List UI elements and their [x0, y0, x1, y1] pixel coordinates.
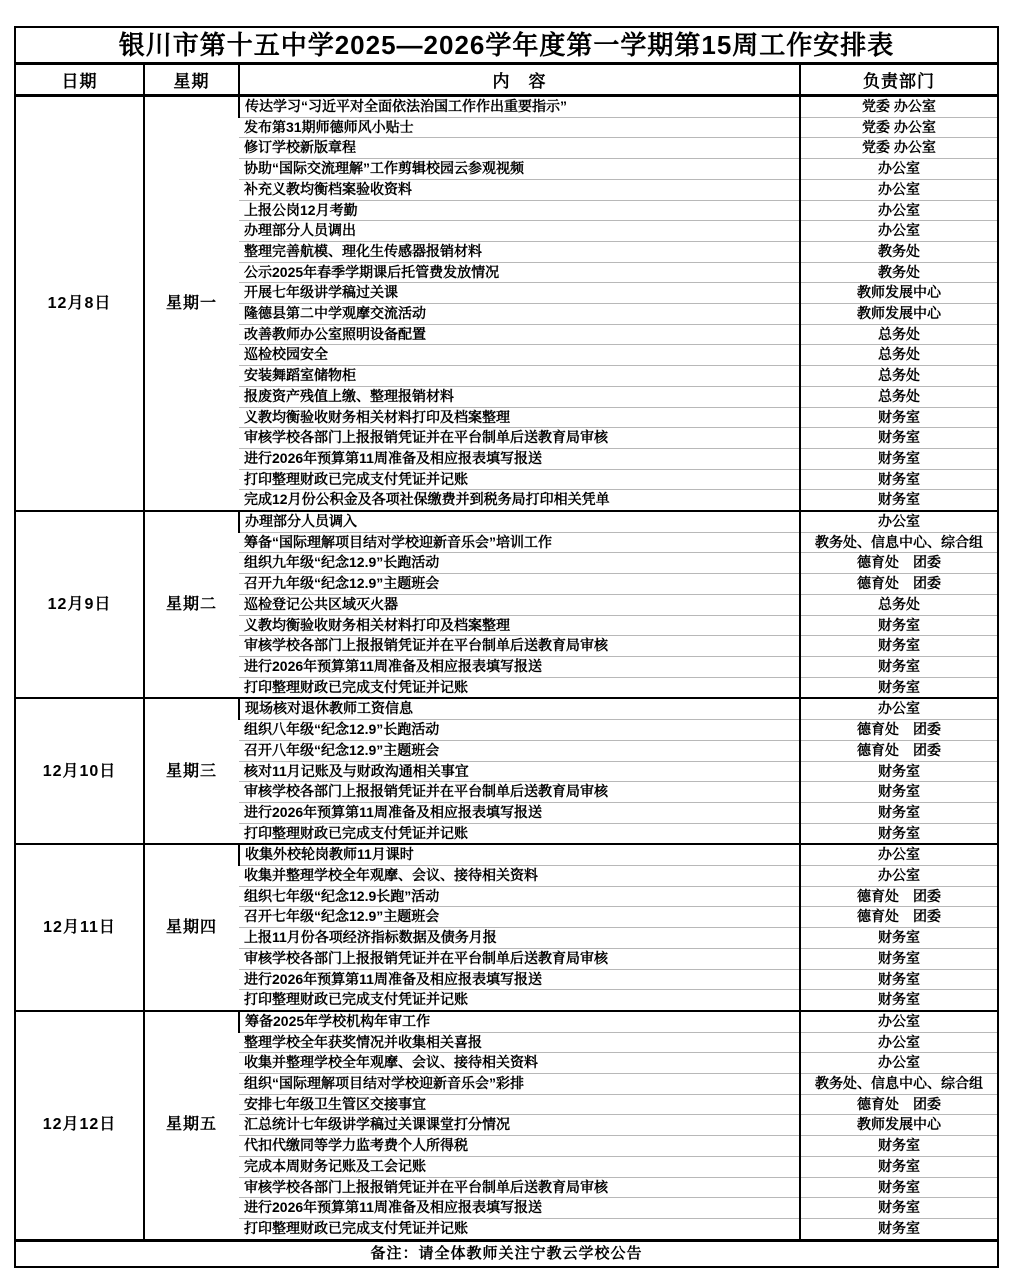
task-row [16, 511, 997, 532]
task-department-cell: 德育处 团委 [800, 907, 997, 928]
task-department-cell: 财务室 [800, 782, 997, 803]
task-department-cell: 总务处 [800, 594, 997, 615]
task-content-cell: 打印整理财政已完成支付凭证并记账 [239, 823, 800, 844]
schedule-body [16, 96, 997, 1239]
task-content-cell: 义教均衡验收财务相关材料打印及档案整理 [239, 615, 800, 636]
task-department-cell: 财务室 [800, 1177, 997, 1198]
task-content-cell: 收集外校轮岗教师11月课时 [239, 844, 800, 865]
task-content-cell: 补充义教均衡档案验收资料 [239, 179, 800, 200]
task-content-cell: 筹备“国际理解项目结对学校迎新音乐会”培训工作 [239, 532, 800, 553]
task-content-cell: 打印整理财政已完成支付凭证并记账 [239, 1218, 800, 1238]
task-department-cell: 党委 办公室 [800, 138, 997, 159]
task-department-cell: 财务室 [800, 1198, 997, 1219]
weekday-cell: 星期三 [144, 698, 239, 844]
task-content-cell: 公示2025年春季学期课后托管费发放情况 [239, 262, 800, 283]
task-department-cell: 总务处 [800, 386, 997, 407]
header-department-label: 负责部门 [800, 65, 997, 96]
header-content-label: 内 容 [239, 65, 800, 96]
task-content-cell: 整理学校全年获奖情况并收集相关喜报 [239, 1032, 800, 1053]
task-content-cell: 审核学校各部门上报报销凭证并在平台制单后送教育局审核 [239, 1177, 800, 1198]
task-content-cell: 巡检登记公共区域灭火器 [239, 594, 800, 615]
task-department-cell: 教师发展中心 [800, 304, 997, 325]
task-row [16, 96, 997, 118]
task-department-cell: 财务室 [800, 802, 997, 823]
task-content-cell: 打印整理财政已完成支付凭证并记账 [239, 469, 800, 490]
task-content-cell: 进行2026年预算第11周准备及相应报表填写报送 [239, 969, 800, 990]
task-department-cell: 办公室 [800, 200, 997, 221]
task-department-cell: 教师发展中心 [800, 1115, 997, 1136]
task-content-cell: 汇总统计七年级讲学稿过关课课堂打分情况 [239, 1115, 800, 1136]
task-content-cell: 进行2026年预算第11周准备及相应报表填写报送 [239, 802, 800, 823]
task-department-cell: 德育处 团委 [800, 1094, 997, 1115]
task-content-cell: 上报公岗12月考勤 [239, 200, 800, 221]
task-content-cell: 组织九年级“纪念12.9”长跑活动 [239, 553, 800, 574]
task-department-cell: 财务室 [800, 656, 997, 677]
header-date-label: 日期 [16, 65, 144, 96]
task-department-cell: 党委 办公室 [800, 96, 997, 118]
task-department-cell: 德育处 团委 [800, 553, 997, 574]
task-content-cell: 召开九年级“纪念12.9”主题班会 [239, 574, 800, 595]
task-content-cell: 整理完善航模、理化生传感器报销材料 [239, 241, 800, 262]
task-department-cell: 办公室 [800, 1032, 997, 1053]
schedule-sheet [14, 26, 999, 1268]
task-department-cell: 财务室 [800, 677, 997, 698]
task-content-cell: 完成12月份公积金及各项社保缴费并到税务局打印相关凭单 [239, 490, 800, 511]
task-content-cell: 巡检校园安全 [239, 345, 800, 366]
task-department-cell: 财务室 [800, 636, 997, 657]
date-cell: 12月8日 [47, 294, 112, 312]
task-content-cell: 开展七年级讲学稿过关课 [239, 283, 800, 304]
task-department-cell: 办公室 [800, 866, 997, 887]
task-content-cell: 打印整理财政已完成支付凭证并记账 [239, 677, 800, 698]
task-department-cell: 财务室 [800, 469, 997, 490]
task-department-cell: 财务室 [800, 928, 997, 949]
schedule-table [16, 65, 997, 1239]
task-content-cell: 组织“国际理解项目结对学校迎新音乐会”彩排 [239, 1074, 800, 1095]
task-department-cell: 办公室 [800, 179, 997, 200]
task-department-cell: 总务处 [800, 324, 997, 345]
task-row [16, 844, 997, 865]
task-content-cell: 代扣代缴同等学力监考费个人所得税 [239, 1136, 800, 1157]
weekday-cell: 星期四 [144, 844, 239, 1011]
task-department-cell: 总务处 [800, 366, 997, 387]
date-cell: 12月10日 [16, 698, 144, 844]
task-content-cell: 改善教师办公室照明设备配置 [239, 324, 800, 345]
task-department-cell: 办公室 [800, 511, 997, 532]
task-content-cell: 筹备2025年学校机构年审工作 [239, 1011, 800, 1032]
task-department-cell: 办公室 [800, 698, 997, 719]
task-department-cell: 财务室 [800, 990, 997, 1011]
task-department-cell: 财务室 [800, 1218, 997, 1238]
task-content-cell: 报废资产残值上缴、整理报销材料 [239, 386, 800, 407]
task-content-cell: 安排七年级卫生管区交接事宜 [239, 1094, 800, 1115]
weekday-cell: 星期一 [144, 96, 239, 512]
task-content-cell: 召开七年级“纪念12.9”主题班会 [239, 907, 800, 928]
task-content-cell: 审核学校各部门上报报销凭证并在平台制单后送教育局审核 [239, 948, 800, 969]
task-content-cell: 进行2026年预算第11周准备及相应报表填写报送 [239, 1198, 800, 1219]
task-content-cell: 传达学习“习近平对全面依法治国工作作出重要指示” [239, 96, 800, 118]
task-department-cell: 财务室 [800, 448, 997, 469]
task-content-cell: 组织八年级“纪念12.9”长跑活动 [239, 720, 800, 741]
date-cell: 12月12日 [16, 1011, 144, 1239]
task-department-cell: 教师发展中心 [800, 283, 997, 304]
date-cell: 12月9日 [16, 511, 144, 698]
task-department-cell: 教务处、信息中心、综合组 [800, 1074, 997, 1095]
task-department-cell: 教务处、信息中心、综合组 [800, 532, 997, 553]
task-department-cell: 办公室 [800, 221, 997, 242]
task-content-cell: 发布第31期师德师风小贴士 [239, 117, 800, 138]
task-content-cell: 组织七年级“纪念12.9长跑”活动 [239, 886, 800, 907]
task-content-cell: 审核学校各部门上报报销凭证并在平台制单后送教育局审核 [239, 428, 800, 449]
task-content-cell: 收集并整理学校全年观摩、会议、接待相关资料 [239, 1053, 800, 1074]
task-department-cell: 财务室 [800, 969, 997, 990]
task-department-cell: 财务室 [800, 823, 997, 844]
header-row [16, 65, 997, 96]
task-department-cell: 财务室 [800, 428, 997, 449]
task-content-cell: 打印整理财政已完成支付凭证并记账 [239, 990, 800, 1011]
task-row [16, 698, 997, 719]
task-content-cell: 进行2026年预算第11周准备及相应报表填写报送 [239, 448, 800, 469]
task-content-cell: 现场核对退休教师工资信息 [239, 698, 800, 719]
task-content-cell: 义教均衡验收财务相关材料打印及档案整理 [239, 407, 800, 428]
task-department-cell: 财务室 [800, 1156, 997, 1177]
task-content-cell: 完成本周财务记账及工会记账 [239, 1156, 800, 1177]
task-content-cell: 收集并整理学校全年观摩、会议、接待相关资料 [239, 866, 800, 887]
task-department-cell: 德育处 团委 [800, 720, 997, 741]
task-department-cell: 德育处 团委 [800, 574, 997, 595]
task-content-cell: 核对11月记账及与财政沟通相关事宜 [239, 761, 800, 782]
task-department-cell: 财务室 [800, 615, 997, 636]
page-title: 银川市第十五中学2025—2026学年度第一学期第15周工作安排表 [16, 28, 997, 65]
task-content-cell: 召开八年级“纪念12.9”主题班会 [239, 740, 800, 761]
task-content-cell: 上报11月份各项经济指标数据及债务月报 [239, 928, 800, 949]
task-content-cell: 审核学校各部门上报报销凭证并在平台制单后送教育局审核 [239, 782, 800, 803]
task-department-cell: 办公室 [800, 1011, 997, 1032]
task-department-cell: 办公室 [800, 1053, 997, 1074]
task-content-cell: 办理部分人员调入 [239, 511, 800, 532]
task-row [16, 1011, 997, 1032]
task-content-cell: 修订学校新版章程 [239, 138, 800, 159]
task-department-cell: 总务处 [800, 345, 997, 366]
task-department-cell: 财务室 [800, 948, 997, 969]
task-department-cell: 党委 办公室 [800, 117, 997, 138]
task-department-cell: 财务室 [800, 1136, 997, 1157]
task-content-cell: 审核学校各部门上报报销凭证并在平台制单后送教育局审核 [239, 636, 800, 657]
date-cell: 12月11日 [16, 844, 144, 1011]
task-department-cell: 财务室 [800, 761, 997, 782]
task-content-cell: 安装舞蹈室储物柜 [239, 366, 800, 387]
task-content-cell: 进行2026年预算第11周准备及相应报表填写报送 [239, 656, 800, 677]
task-content-cell: 办理部分人员调出 [239, 221, 800, 242]
task-department-cell: 德育处 团委 [800, 740, 997, 761]
task-content-cell: 协助“国际交流理解”工作剪辑校园云参观视频 [239, 159, 800, 180]
task-department-cell: 办公室 [800, 844, 997, 865]
weekday-cell: 星期二 [144, 511, 239, 698]
task-content-cell: 隆德县第二中学观摩交流活动 [239, 304, 800, 325]
task-department-cell: 财务室 [800, 407, 997, 428]
task-department-cell: 教务处 [800, 241, 997, 262]
task-department-cell: 教务处 [800, 262, 997, 283]
footer-note: 备注：请全体教师关注宁教云学校公告 [16, 1239, 997, 1266]
task-department-cell: 办公室 [800, 159, 997, 180]
task-department-cell: 财务室 [800, 490, 997, 511]
header-weekday-label: 星期 [144, 65, 239, 96]
weekday-cell: 星期五 [144, 1011, 239, 1239]
task-department-cell: 德育处 团委 [800, 886, 997, 907]
